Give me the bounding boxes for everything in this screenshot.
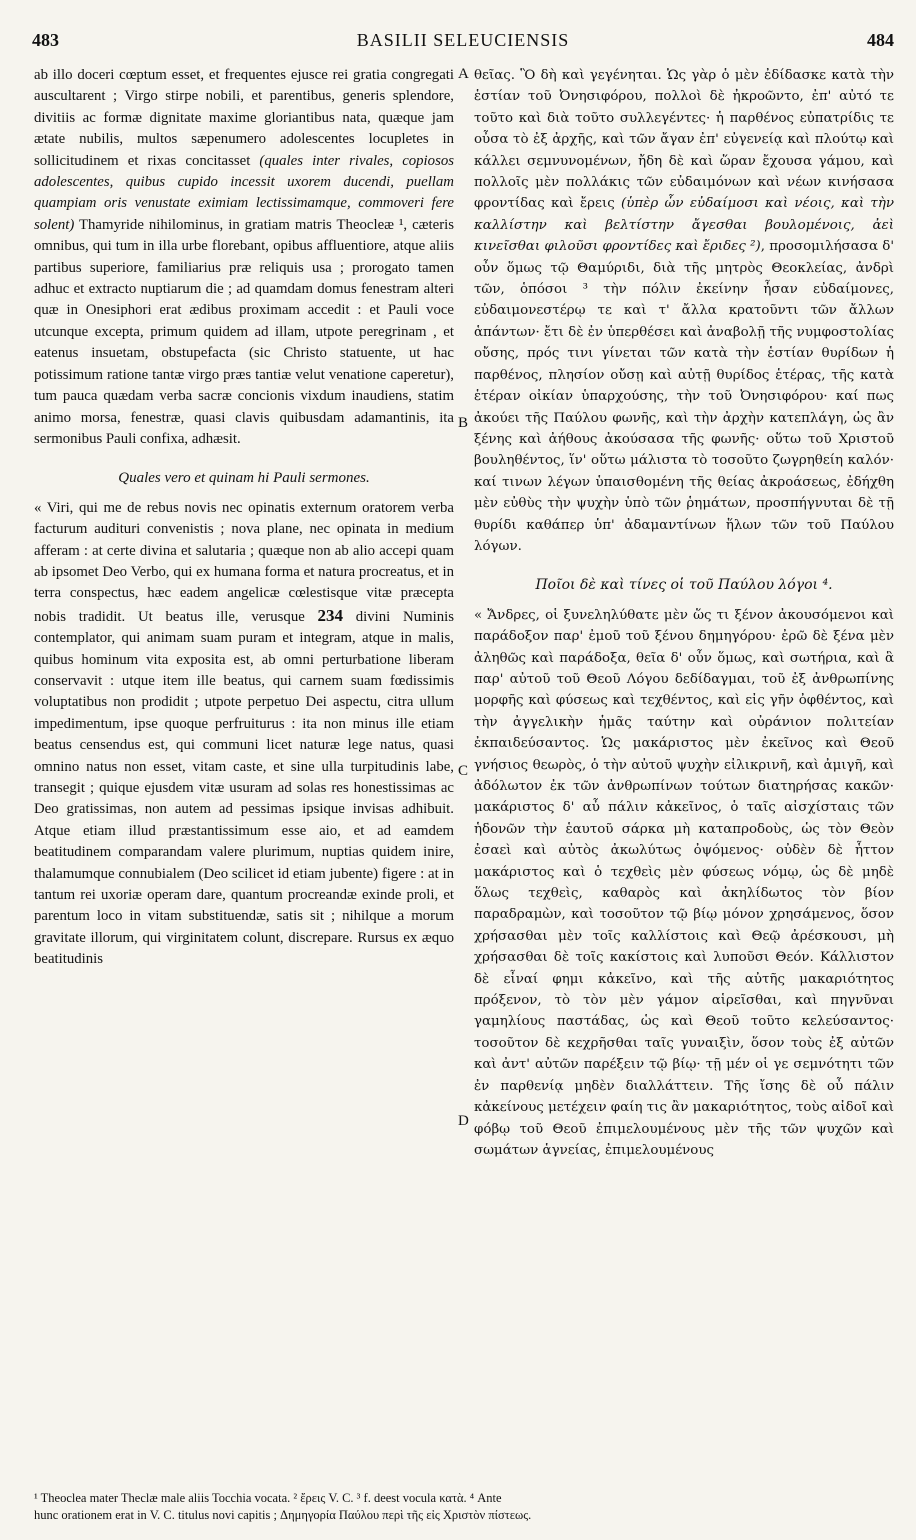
footnote-line-2: hunc orationem erat in V. C. titulus novi capitis ; Δημηγορία Παύλου περὶ τῆς εἰς Χριστὸν πίστεως.: [34, 1508, 532, 1522]
latin-column: [34, 65, 454, 971]
page-number-right: 484: [867, 30, 894, 50]
footnote-line-1: ¹ Theoclea mater Theclæ male aliis Tocchia vocata. ² ἔρεις V. C. ³ f. deest vocula κατὰ. ⁴ Ante: [34, 1491, 502, 1505]
margin-marker-d: D: [458, 1113, 469, 1129]
greek-paragraph-1: θεῖας. Ὃ δὴ καὶ γεγένηται. Ὡς γὰρ ὁ μὲν ἐδίδασκε κατὰ τὴν ἑστίαν τοῦ Ὀνησιφόρου, πολλοὶ δὲ ἠκροῶντο, ἐπ' αὐτό τε τοῦτο καὶ διὰ τοῦτο συλλεγέντες· ἡ παρθένος εὐπατρίδις τε οὖσα τὸ ἐξ ἀρχῆς, καὶ τῶν ἄγαν ἐπ' εὐγενείᾳ καὶ πλούτῳ καὶ κάλλει σεμνυνομένων, ἤδη δὲ καὶ ὥραν ἔχουσα γάμου, καὶ πολλοῖς μὲν πολλάκις τῶν εὐδαιμόνων καὶ νέων κινήσασα φροντίδας καὶ ἔρεις (ὑπὲρ ὧν εὐδαίμοσι καὶ νέοις, καὶ τὴν καλλίστην καὶ βελτίστην ἄγεσθαι βουλομένοις, ἀεὶ κινεῖσθαι φιλοῦσι φροντίδες καὶ ἔριδες ²), προσομιλήσασα δ' οὖν ὅμως τῷ Θαμύριδι, διὰ τῆς μητρὸς Θεοκλείας, ἀνδρὶ τῶν, ὁπόσοι ³ τὴν πόλιν ἐκείνην ἦσαν εὐδαίμονες, εὐδαιμονεστέρῳ τε καὶ τ' ἄλλα κρατοῦντι τῶν ἄλλων ἁπάντων· ἔτι δὲ ἐν ὑπερθέσει καὶ ἀναβολῇ τῆς νυμφοστολίας οὔσης, πρός τινι γίνεται τῶν κατὰ τὴν ἑστίαν θυρίδων ἡ παρθένος, πλησίον οὔσῃ καὶ αὐτῇ θυρίδος ἑτέρας, τῆς κατὰ ἑτέραν οἰκίαν ὑπαρχούσης, τὴν τοῦ Ὀνησιφόρου· καί πως ἀκούει τῆς Παύλου φωνῆς, καὶ τὴν ἀρχὴν κατεπλάγη, ὡς ἂν ξένης καὶ ἀήθους ἀκούσασα τῆς φωνῆς· οὕτω τοῦ Χριστοῦ βουληθέντος, ἵν' οὕτω μάλιστα τὸ τοσοῦτο ζωγρηθείη καλόν· καί τινων λέγων ὑπαισθομένη τῆς θείας ἀκροάσεως, ἐδήχθη μὲν εὐθὺς τὴν ψυχὴν ὑπὸ τῶν ῥημάτων, προσπήγνυται δὲ τῇ θυρίδι καθάπερ ὑπ' ἀδαμαντίνων ἥλων τῶν τοῦ Παύλου λόγων.: [474, 68, 894, 554]
latin-paragraph-1: ab illo doceri cœptum esset, et frequentes ejusce rei gratia congregati auscultarent ; Virgo stirpe nobili, et parentibus, generis splendore, divitiis ac formæ dignitate maxime gloriantibus nata, quæque jam ætate nubilis, multos sæpenumero adolescentes locupletes in sollicitudinem et rixas concitasset (quales inter rivales, copiosos adolescentes, quibus cupido incessit uxorem ducendi, puellam quampiam oris venustate eximiam lectissimamque, commoveri fere solent) Thamyride nihilominus, in gratiam matris Theocleæ ¹, cæteris omnibus, qui tum in illa urbe florebant, opibus affluentiore, atque aliis partibus superiore, familiarius præ reliquis usa ; prorogato tamen adhuc et extracto nuptiarum die ; ad quamdam domus fenestram alteri quæ in Onesiphori erat ædibus proximam accedit : et Pauli voce utcunque excepta, primum quidem ad illam, utpote peregrinam , et eatenus insuetam, obstupefacta (sic Christo statuente, ut hac potissimum ratione tantæ virgo præs tantiæ velut venatione caperetur), tum pauca quædam verba sacræ concionis vixdum inaudiens, statim animo morsa, fenestræ, quasi clavis quibusdam adamantinis, ita sermonibus Pauli confixa, adhæsit.: [34, 67, 454, 447]
greek-parenthetical: (ὑπὲρ ὧν εὐδαίμοσι καὶ νέοις, καὶ τὴν καλλίστην καὶ βελτίστην ἄγεσθαι βουλομένοις, ἀεὶ κινεῖσθαι φιλοῦσι φροντίδες καὶ ἔριδες ²): [474, 196, 894, 255]
latin-subheading: Quales vero et quinam hi Pauli sermones.: [118, 470, 370, 487]
running-title: BASILII SELEUCIENSIS: [356, 30, 570, 50]
page-header: [32, 30, 894, 56]
greek-paragraph-2: « Ἄνδρες, οἱ ξυνεληλύθατε μὲν ὥς τι ξένον ἀκουσόμενοι καὶ παράδοξον παρ' ἐμοῦ τοῦ ξένου δημηγόρου· ἐρῶ δὲ ξένα μὲν ἀληθῶς καὶ παράδοξα, θεῖα δ' οὖν ὅμως, καὶ σωτήρια, καὶ ἃ παρ' αὐτοῦ τοῦ Θεοῦ Λόγου δεδίδαγμαι, τοῦ ἐξ ἀνθρωπίνης μορφῆς καὶ φύσεως καὶ τεχθέντος, καὶ εἰς γῆν ὀφθέντος, καὶ τὴν ἀγγελικὴν ἡμᾶς ταύτην καὶ οὐράνιον πολιτείαν ἐκπαιδεύσαντος. Ὡς μακάριστος μὲν ἐκεῖνος καὶ Θεοῦ γνήσιος θεωρὸς, ὁ τὴν αὐτοῦ ψυχὴν εἰλικρινῆ, καὶ ἀμιγῆ, καὶ ἀδόλωτον ἐκ τῶν ἀνθρωπίνων τούτων διατηρήσας κακῶν· μακάριστος δ' αὖ πάλιν κἀκεῖνος, ὁ ταῖς αἰσχίσταις τῶν ἡδονῶν τὴν ἑαυτοῦ σάρκα μὴ καταπροδοὺς, ὡς τὸν Θεὸν ἐσαεὶ καὶ αὐτὸς ἀκωλύτως ὀψόμενος· οὐδὲν δὲ ἧττον μακάριστος καὶ ὁ τεχθεὶς μὲν φύσεως νόμῳ, ὡς δὲ μηδὲ ὅλως τεχθεὶς, καθαρὸς καὶ ἀκηλίδωτος τὸν βίον παραδραμὼν, καὶ τοσοῦτον τῷ βίῳ μόνον χρησάμενος, ὅσον χρήσασθαι μὲν τοῖς καλλίστοις καὶ Θεῷ ἀρέσκουσι, μὴ χρήσασθαι δὲ τοῖς κακίστοις καὶ λυποῦσι Θεόν. Κάλλιστον δὲ εἶναί φημι κἀκεῖνο, καὶ τῆς αὐτῆς μακαριότητος πρόξενον, τὸ τὸν μὲν γάμον αἱρεῖσθαι, καὶ πηγνῦναι γαμηλίους παστάδας, ὡς καὶ Θεοῦ τοῦτο κελεύσαντος· τοσοῦτον δὲ κεχρῆσθαι ταῖς γυναιξὶν, ὅσον τοὺς ἐξ αὐτῶν καὶ ἀντ' αὐτῶν παρέξειν τῷ βίῳ· τῇ μέν οἱ γε σεμνότητι τῶν ἐν παρθενίᾳ μηδὲν διαλλάττειν. Τῆς ἴσης δὲ οὖ πάλιν κἀκείνους μετέχειν φαίη τις ἂν μακαριότητος, τοὺς αἰδοῖ καὶ φόβῳ τοῦ Θεοῦ ἐπιμελουμένους μὲν τῆς τῶν ψυχῶν καὶ σωμάτων ἁγνείας, ἐπιμελουμένους: [474, 607, 894, 1158]
greek-subheading: Ποῖοι δὲ καὶ τίνες οἱ τοῦ Παύλου λόγοι ⁴.: [535, 577, 833, 594]
migne-column-number: 234: [317, 605, 344, 625]
page-number-left: 483: [32, 30, 59, 50]
latin-parenthetical: (quales inter rivales, copiosos adolescentes, quibus cupido incessit uxorem ducendi, puellam quampiam oris venustate eximiam lectissimamque, commoveri fere solent): [34, 152, 454, 233]
margin-marker-a: A: [458, 66, 469, 82]
latin-paragraph-2: « Viri, qui me de rebus novis nec opinatis externum oratorem verba facturum audituri convenistis ; nova plane, nec opinata in medium afferam : at certe divina et salutaria ; quæque non ab alio accepi quam ab ipsomet Deo Verbo, qui ex humana forma et natura procreatus, et in terra conspectus, hæc eadem angelicæ cœlestisque vitæ præcepta nobis tradidit. Ut beatus ille, verusque 234 divini Numinis contemplator, qui animam suam puram et integram, atque in malis, quibus hominum vita exposita est, ab omni perturbatione liberam conservavit : utque item ille beatus, qui carnem suam fœdissimis voluptatibus non prodidit ; utpote perpetuo Dei aspectu, citra ullum impedimentum, ipse quoque perfruiturus : ita non minus ille etiam beatus censendus est, qui communi licet naturæ lege natus, quasi omnino natus non esset, vitam caste, et sine ulla turpitudinis labe, transegit ; quique ejusdem vitæ usuram ad solas res honestissimas ac Deo gratissimas, non autem ad pessimas ipsique invisas adhibuit. Atque etiam illud præstantissimum esse aio, et ad eamdem beatitudinem comparandam valere plurimum, nuptias quidem inire, thalamumque connubialem (Deo scilicet id etiam jubente) figere : at in tantum rei uxoriæ operam dare, quantum procreandæ exinde proli, et parentum loco in vitam substituendæ, satis sit ; nihilque a morum gravitate illorum, qui virginitatem colunt, discrepare. Rursus ex æquo beatitudinis: [34, 499, 455, 968]
footnotes: [34, 1490, 894, 1524]
margin-marker-b: B: [458, 415, 469, 431]
margin-marker-c: C: [458, 763, 469, 779]
greek-column: [474, 65, 894, 1161]
